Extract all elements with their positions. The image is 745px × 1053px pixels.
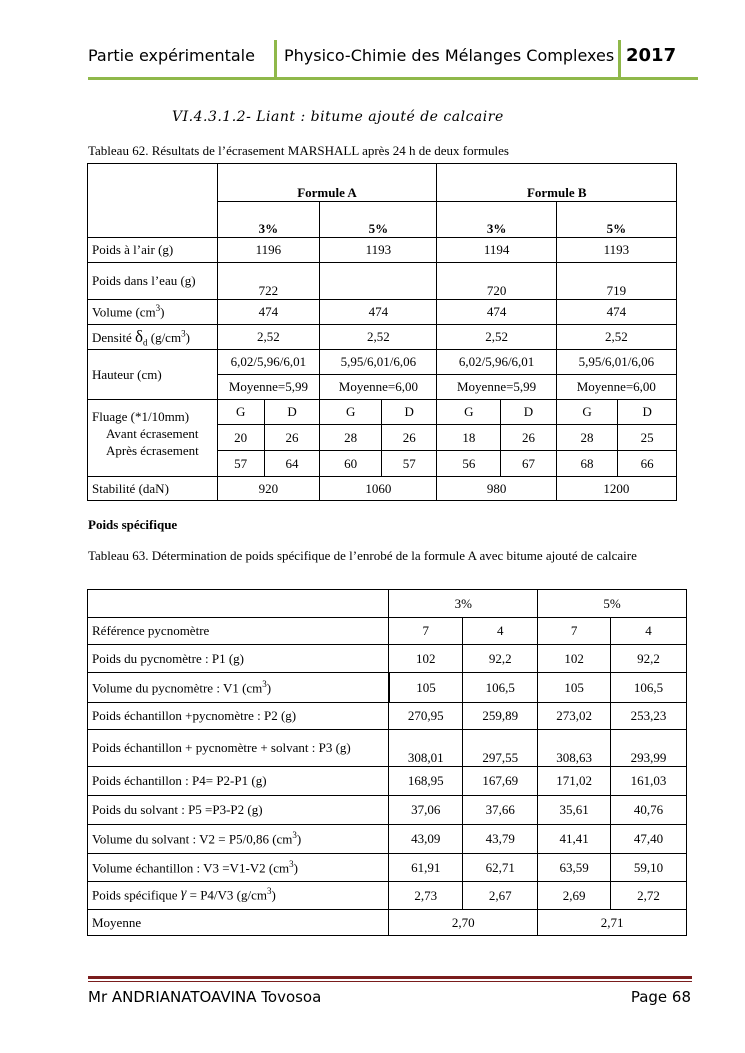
row-label: Hauteur (cm) (88, 350, 218, 400)
table-row (88, 238, 677, 263)
table-row (88, 477, 677, 501)
cell: 102 (538, 645, 611, 673)
cell: 41,41 (538, 825, 611, 854)
cell: 167,69 (463, 767, 538, 796)
cell: 37,66 (463, 796, 538, 825)
cell: 2,52 (437, 325, 556, 350)
row-label: Volume du solvant : V2 = P5/0,86 $(cm^3)$ (88, 825, 389, 854)
pct-header: 3% (389, 590, 538, 618)
row-label: Moyenne (88, 910, 389, 936)
cell: 2,67 (463, 882, 538, 910)
cell (320, 263, 437, 300)
table-corner (88, 164, 218, 238)
cell: 37,06 (389, 796, 463, 825)
cell: 474 (437, 300, 556, 325)
cell: 20 (217, 425, 264, 451)
cell: 63,59 (538, 854, 611, 882)
cell: 28 (320, 425, 382, 451)
cell: 308,63 (538, 730, 611, 767)
formula-b-header: Formule B (437, 164, 677, 202)
cell: 64 (264, 451, 320, 477)
cell: 35,61 (538, 796, 611, 825)
cell: 308,01 (389, 730, 463, 767)
cell: 2,52 (556, 325, 676, 350)
cell: 161,03 (611, 767, 687, 796)
cell: Moyenne=6,00 (556, 375, 676, 400)
cell: 1193 (320, 238, 437, 263)
row-label: Fluage (*1/10mm) Avant écrasement Après écrasement (88, 400, 218, 477)
cell: 6,02/5,96/6,01 (437, 350, 556, 375)
table-row (88, 882, 687, 910)
section-title: VI.4.3.1.2- Liant : bitume ajouté de calcaire (172, 109, 504, 125)
row-label: Poids à l’air (g) (88, 238, 218, 263)
cell: 105 (538, 673, 611, 703)
cell: 56 (437, 451, 501, 477)
cell: G (217, 400, 264, 425)
cell: 43,09 (389, 825, 463, 854)
row-label: Poids spécifique γ = P4/V3 $(g/cm^3)$ (88, 882, 389, 910)
cell: 720 (437, 263, 556, 300)
footer-rule (88, 976, 692, 979)
cell: 474 (320, 300, 437, 325)
cell: 2,69 (538, 882, 611, 910)
table-row (88, 854, 687, 882)
cell: 270,95 (389, 703, 463, 730)
cell: 1194 (437, 238, 556, 263)
cell: 67 (501, 451, 557, 477)
cell: 4 (611, 618, 687, 645)
marshall-results-table (87, 163, 677, 501)
row-label: Poids échantillon : P4= P2-P1 (g) (88, 767, 389, 796)
cell: D (381, 400, 437, 425)
cell: 92,2 (463, 645, 538, 673)
cell: 59,10 (611, 854, 687, 882)
table-row (88, 350, 677, 375)
header-divider (618, 40, 621, 78)
cell: 26 (381, 425, 437, 451)
footer-rule (88, 981, 692, 982)
cell: 1196 (217, 238, 320, 263)
row-label: Poids du solvant : P5 =P3-P2 (g) (88, 796, 389, 825)
cell: 57 (217, 451, 264, 477)
cell: 2,73 (389, 882, 463, 910)
table62-caption: Tableau 62. Résultats de l’écrasement MARSHALL après 24 h de deux formules (88, 143, 509, 158)
table-row (88, 703, 687, 730)
cell: 2,72 (611, 882, 687, 910)
cell: 2,70 (389, 910, 538, 936)
pct-header: 5% (320, 202, 437, 238)
cell: D (264, 400, 320, 425)
pct-header: 3% (437, 202, 556, 238)
cell: 297,55 (463, 730, 538, 767)
table63-caption: Tableau 63. Détermination de poids spécifique de l’enrobé de la formule A avec bitume ajouté de calcaire (88, 548, 637, 563)
table-row (88, 796, 687, 825)
cell: 273,02 (538, 703, 611, 730)
table-row (88, 730, 687, 767)
cell: 7 (538, 618, 611, 645)
footer-author: Mr ANDRIANATOAVINA Tovosoa (88, 988, 322, 1006)
row-label: Poids échantillon +pycnomètre : P2 (g) (88, 703, 389, 730)
table-corner (88, 590, 389, 618)
row-label: Poids du pycnomètre : P1 (g) (88, 645, 389, 673)
cell: 474 (217, 300, 320, 325)
cell: 5,95/6,01/6,06 (320, 350, 437, 375)
cell: Moyenne=6,00 (320, 375, 437, 400)
row-label: Volume $(cm^3)$ (88, 300, 218, 325)
cell: G (320, 400, 382, 425)
cell: 60 (320, 451, 382, 477)
cell: 474 (556, 300, 676, 325)
cell: 43,79 (463, 825, 538, 854)
header-rule (88, 77, 698, 80)
cell: 66 (618, 451, 677, 477)
cell: D (618, 400, 677, 425)
cell: 6,02/5,96/6,01 (217, 350, 320, 375)
cell: Moyenne=5,99 (437, 375, 556, 400)
cell: 57 (381, 451, 437, 477)
cell: 105 (389, 673, 463, 703)
table-row (88, 910, 687, 936)
cell: 1200 (556, 477, 676, 501)
table-row (88, 767, 687, 796)
table-row (88, 300, 677, 325)
cell: 5,95/6,01/6,06 (556, 350, 676, 375)
header-year: 2017 (626, 45, 677, 66)
table-row (88, 618, 687, 645)
table-row (88, 673, 687, 703)
specific-weight-table (87, 589, 687, 936)
cell: 920 (217, 477, 320, 501)
pct-header: 3% (217, 202, 320, 238)
header-chapter: Partie expérimentale (88, 46, 255, 65)
cell: 68 (556, 451, 618, 477)
table-row (88, 263, 677, 300)
cell: D (501, 400, 557, 425)
cell: 26 (264, 425, 320, 451)
cell: 92,2 (611, 645, 687, 673)
cell: 25 (618, 425, 677, 451)
cell: 259,89 (463, 703, 538, 730)
cell: 722 (217, 263, 320, 300)
pct-header: 5% (556, 202, 676, 238)
cell: 719 (556, 263, 676, 300)
cell: G (437, 400, 501, 425)
cell: 47,40 (611, 825, 687, 854)
cell: 106,5 (463, 673, 538, 703)
row-label: Densité $\delta_d$ $(g/cm^3)$ (88, 325, 218, 350)
row-label: Référence pycnomètre (88, 618, 389, 645)
row-label: Volume échantillon : V3 =V1-V2 $(cm^3)$ (88, 854, 389, 882)
cell: 26 (501, 425, 557, 451)
cell: 2,71 (538, 910, 687, 936)
cell: 1193 (556, 238, 676, 263)
formula-a-header: Formule A (217, 164, 437, 202)
row-label: Stabilité (daN) (88, 477, 218, 501)
cell: 40,76 (611, 796, 687, 825)
table-row (88, 825, 687, 854)
header-divider (274, 40, 277, 78)
table-row (88, 645, 687, 673)
cell: 1060 (320, 477, 437, 501)
cell: 61,91 (389, 854, 463, 882)
cell: 2,52 (217, 325, 320, 350)
cell: 106,5 (611, 673, 687, 703)
cell: 980 (437, 477, 556, 501)
header-book-title: Physico-Chimie des Mélanges Complexes (284, 46, 615, 65)
pct-header: 5% (538, 590, 687, 618)
cell: 253,23 (611, 703, 687, 730)
cell: 171,02 (538, 767, 611, 796)
cell: 293,99 (611, 730, 687, 767)
row-label: Poids échantillon + pycnomètre + solvant : P3 (g) (88, 730, 389, 767)
cell: 62,71 (463, 854, 538, 882)
cell: 4 (463, 618, 538, 645)
table-row (88, 325, 677, 350)
cell: Moyenne=5,99 (217, 375, 320, 400)
cell: 28 (556, 425, 618, 451)
row-label: Volume du pycnomètre : V1 $(cm^3)$ (88, 673, 389, 703)
cell: 7 (389, 618, 463, 645)
cell: 168,95 (389, 767, 463, 796)
table-row (88, 400, 677, 425)
cell: 2,52 (320, 325, 437, 350)
cell: G (556, 400, 618, 425)
subheading: Poids spécifique (88, 517, 178, 532)
cell: 18 (437, 425, 501, 451)
page-header (88, 40, 698, 80)
page-number: Page 68 (630, 988, 691, 1006)
row-label: Poids dans l’eau (g) (88, 263, 218, 300)
cell: 102 (389, 645, 463, 673)
